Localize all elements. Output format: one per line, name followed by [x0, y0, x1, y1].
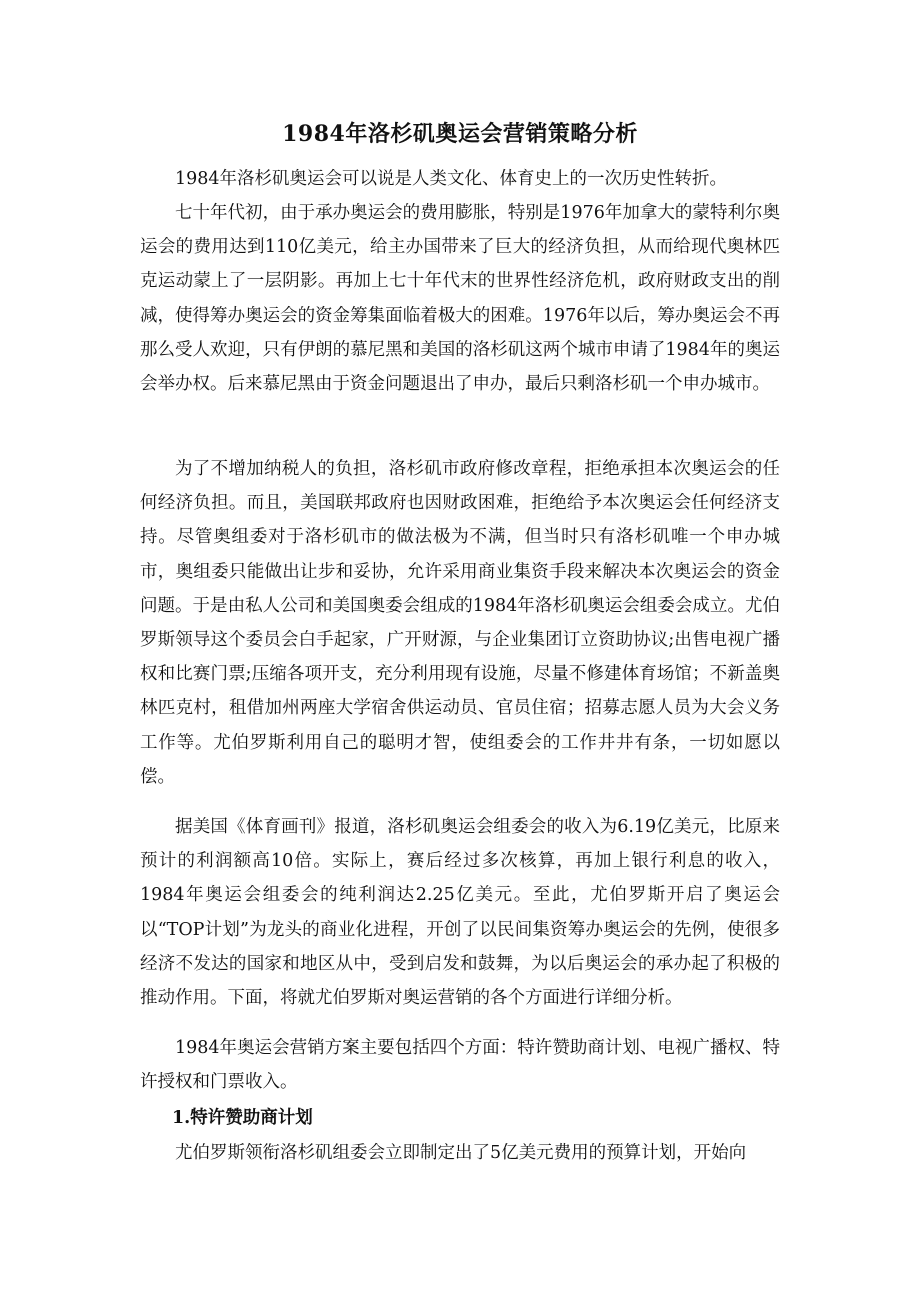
- section-heading: 1.特许赞助商计划: [172, 1108, 313, 1128]
- paragraph-intro: 1984年洛杉矶奥运会可以说是人类文化、体育史上的一次历史性转折。: [175, 169, 728, 189]
- paragraph-background: 七十年代初，由于承办奥运会的费用膨胀，特别是1976年加拿大的蒙特利尔奥运会的费用达到110亿美元，给主办国带来了巨大的经济负担，从而给现代奥林匹克运动蒙上了一层阴影。再加上七十年代末的世界性经济危机，政府财政支出的削减，使得筹办奥运会的资金筹集面临着极大的困难。1976年以后，筹办奥运会不再那么受人欢迎，只有伊朗的慕尼黑和美国的洛杉矶这两个城市申请了1984年的奥运会举办权。后来慕尼黑由于资金问题退出了申办，最后只剩洛杉矶一个申办城市。: [140, 203, 780, 395]
- paragraph-financing: 为了不增加纳税人的负担，洛杉矶市政府修改章程，拒绝承担本次奥运会的任何经济负担。而且，美国联邦政府也因财政困难，拒绝给予本次奥运会任何经济支持。尽管奥组委对于洛杉矶市的做法极为不满，但当时只有洛杉矶唯一个申办城市，奥组委只能做出让步和妥协，允许采用商业集资手段来解决本次奥运会的资金问题。于是由私人公司和美国奥委会组成的1984年洛杉矶奥运会组委会成立。尤伯罗斯领导这个委员会白手起家，广开财源，与企业集团订立资助协议;出售电视广播权和比赛门票;压缩各项开支，充分利用现有设施，尽量不修建体育场馆；不新盖奥林匹克村，租借加州两座大学宿舍供运动员、官员住宿；招募志愿人员为大会义务工作等。尤伯罗斯利用自己的聪明才智，使组委会的工作井井有条，一切如愿以偿。: [140, 459, 780, 787]
- paragraph-results: 据美国《体育画刊》报道，洛杉矶奥运会组委会的收入为6.19亿美元，比原来预计的利润额高10倍。实际上，赛后经过多次核算，再加上银行利息的收入，1984年奥运会组委会的纯利润达2.25亿美元。至此，尤伯罗斯开启了奥运会以“TOP计划”为龙头的商业化进程，开创了以民间集资筹办奥运会的先例，使很多经济不发达的国家和地区从中，受到启发和鼓舞，为以后奥运会的承办起了积极的推动作用。下面，将就尤伯罗斯对奥运营销的各个方面进行详细分析。: [140, 817, 780, 1009]
- document-title: 1984年洛杉矶奥运会营销策略分析: [282, 121, 638, 147]
- paragraph-sponsor-plan: 尤伯罗斯领衔洛杉矶组委会立即制定出了5亿美元费用的预算计划，开始向: [175, 1143, 747, 1163]
- paragraph-marketing-overview: 1984年奥运会营销方案主要包括四个方面：特许赞助商计划、电视广播权、特许授权和门票收入。: [140, 1038, 780, 1093]
